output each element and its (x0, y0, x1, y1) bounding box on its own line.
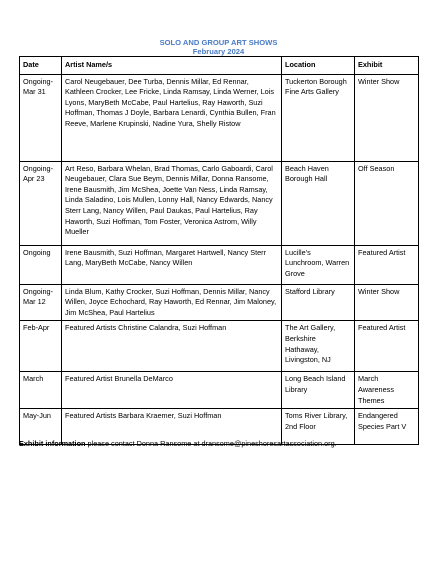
cell-date: Ongoing-Apr 23 (20, 161, 62, 245)
table-row (20, 74, 419, 161)
document-subtitle: February 2024 (192, 47, 245, 56)
cell-date: Ongoing-Mar 31 (20, 74, 62, 161)
cell-artists: Featured Artists Barbara Kraemer, Suzi Hoffman (62, 409, 282, 445)
table-header-row (20, 57, 419, 75)
table-row (20, 372, 419, 409)
exhibit-info-text: please contact Donna Ransome at dransome@pineshoresartassociation.org. (85, 439, 337, 448)
cell-date: Ongoing-Mar 12 (20, 284, 62, 321)
cell-exhibit: Winter Show (355, 74, 419, 161)
exhibit-info-label: Exhibit information (19, 439, 86, 448)
table-row (20, 245, 419, 284)
cell-artists: Featured Artists Christine Calandra, Suzi Hoffman (62, 321, 282, 372)
cell-date: Ongoing (20, 245, 62, 284)
art-shows-table (19, 56, 419, 445)
cell-location: Stafford Library (282, 284, 355, 321)
header-artists: Artist Name/s (62, 57, 282, 75)
table-row (20, 284, 419, 321)
cell-artists: Linda Blum, Kathy Crocker, Suzi Hoffman, Dennis Millar, Nancy Willen, Joyce Echochard, Ray Haworth, Ed Rennar, Jim Maloney, Jim McShea, Paul Hartelius (62, 284, 282, 321)
document-title: SOLO AND GROUP ART SHOWS (159, 38, 278, 47)
document-header (0, 38, 437, 56)
cell-location: Lucille’s Lunchroom, Warren Grove (282, 245, 355, 284)
table-row (20, 321, 419, 372)
exhibit-info-note (19, 439, 429, 449)
header-date: Date (20, 57, 62, 75)
cell-exhibit: Featured Artist (355, 245, 419, 284)
table-row (20, 161, 419, 245)
header-exhibit: Exhibit (355, 57, 419, 75)
cell-exhibit: Endangered Species Part V (355, 409, 419, 445)
cell-exhibit: Off Season (355, 161, 419, 245)
cell-artists: Art Reso, Barbara Whelan, Brad Thomas, Carlo Gaboardi, Carol Neugebauer, Clara Sue Beym, Dennis Millar, Donna Ransome, Irene Bausmith, Jim McShea, Joette Van Ness, Linda Ramsay, Linda Saladino, Lois Mullen, Lonny Hall, Nancy Edwards, Nancy Sterr Lang, Nancy Willen, Paul Daukas, Paul Hartelius, Ray Haworth, Suzi Hoffman, Tom Foster, Veronica Astrom, Willy Mueller (62, 161, 282, 245)
cell-artists: Irene Bausmith, Suzi Hoffman, Margaret Hartwell, Nancy Sterr Lang, MaryBeth McCabe, Nancy Willen (62, 245, 282, 284)
cell-date: Feb-Apr (20, 321, 62, 372)
cell-exhibit: Winter Show (355, 284, 419, 321)
cell-date: May-Jun (20, 409, 62, 445)
cell-location: Tuckerton Borough Fine Arts Gallery (282, 74, 355, 161)
cell-location: Beach Haven Borough Hall (282, 161, 355, 245)
cell-location: Toms River Library, 2nd Floor (282, 409, 355, 445)
cell-date: March (20, 372, 62, 409)
header-location: Location (282, 57, 355, 75)
cell-exhibit: Featured Artist (355, 321, 419, 372)
cell-exhibit: March Awareness Themes (355, 372, 419, 409)
cell-artists: Featured Artist Brunella DeMarco (62, 372, 282, 409)
cell-location: The Art Gallery, Berkshire Hathaway, Livingston, NJ (282, 321, 355, 372)
cell-location: Long Beach Island Library (282, 372, 355, 409)
cell-artists: Carol Neugebauer, Dee Turba, Dennis Millar, Ed Rennar, Kathleen Crocker, Lee Fricke, Linda Ramsay, Linda Werner, Lois Lyons, MaryBeth McCabe, Paul Hartelius, Ray Haworth, Suzi Hoffman, Thomas J Doyle, Barbara Lenardi, Cynthia Bullen, Fran Reeve, Marlene Krupinski, Nadine Yura, Shelly Ristow (62, 74, 282, 161)
